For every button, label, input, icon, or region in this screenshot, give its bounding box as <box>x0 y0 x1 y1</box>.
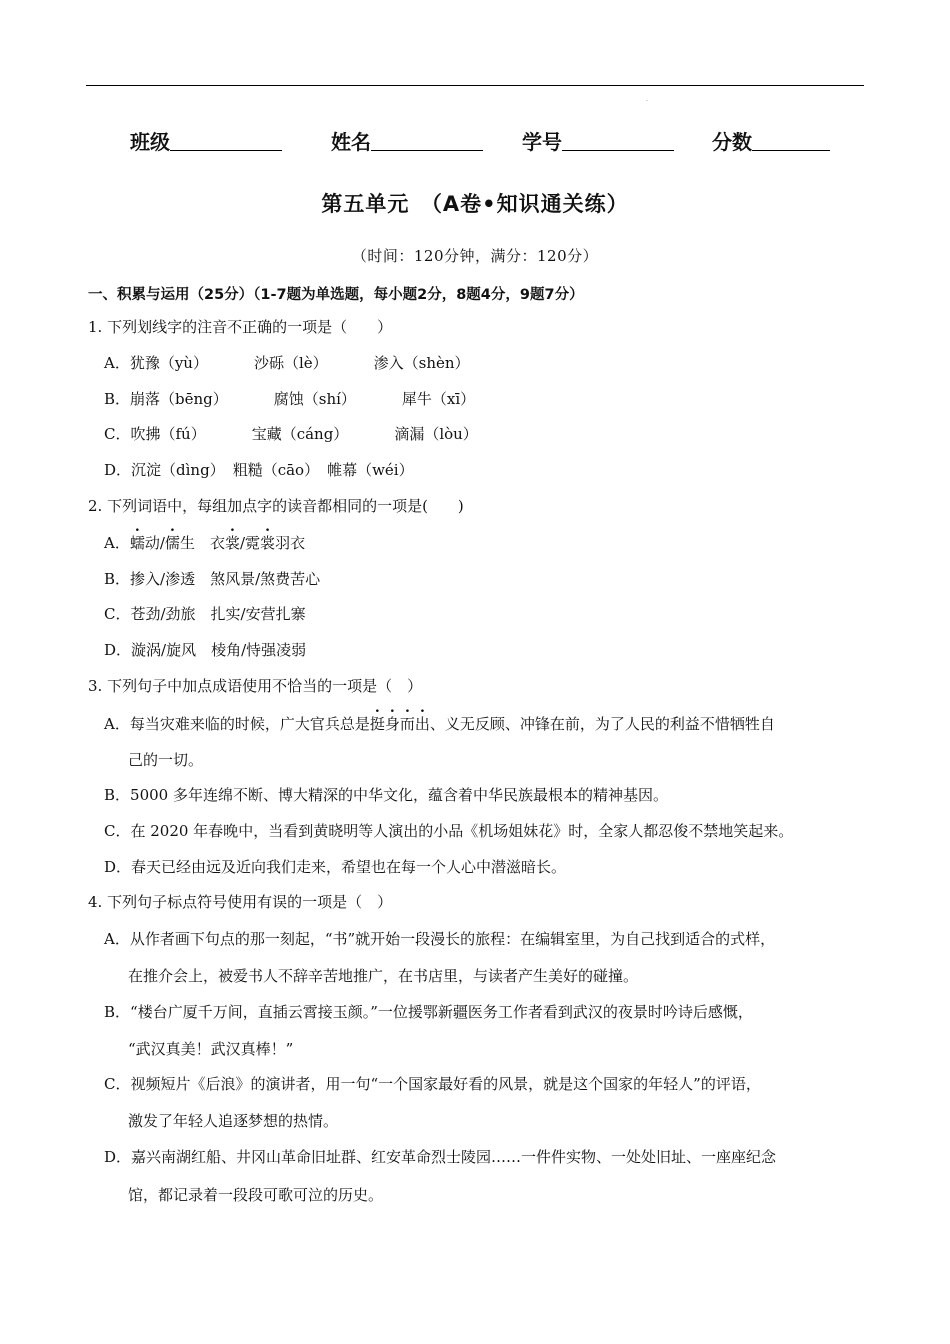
question-3-stem: 3. 下列句子中加点成语使用不恰当的一项是（ ） <box>88 677 423 695</box>
question-2-stem: 2. 下列词语中，每组加点字的读音都相同的一项是( ) <box>88 497 464 515</box>
exam-time-score: （时间：120分钟，满分：120分） <box>351 247 599 265</box>
student-id-blank[interactable] <box>562 130 674 151</box>
question-4-option-a[interactable]: A．从作者画下句点的那一刻起，“书”就开始一段漫长的旅程：在编辑室里，为自己找到适合的式样， <box>104 930 776 948</box>
question-1-option-c[interactable]: C．吹拂（fú） 宝藏（cáng） 滴漏（lòu） <box>104 425 478 443</box>
name-field: 姓名 <box>331 126 483 155</box>
question-3-option-a-cont: 己的一切。 <box>128 751 204 769</box>
question-2-option-a[interactable]: A．蠕动/儒生 衣裳/霓裳羽衣 <box>104 534 306 552</box>
emphasis-char: 而 <box>399 715 415 733</box>
emphasis-char: 出 <box>414 715 430 733</box>
question-2-option-b[interactable]: B．掺入/渗透 煞风景/煞费苦心 <box>104 570 321 588</box>
class-field: 班级 <box>130 126 282 155</box>
page-title: 第五单元 （A卷•知识通关练） <box>321 192 629 216</box>
question-1-stem: 1. 下列划线字的注音不正确的一项是（ ） <box>88 318 393 336</box>
name-blank[interactable] <box>371 130 483 151</box>
header-rule <box>86 85 864 86</box>
score-blank[interactable] <box>752 130 830 151</box>
question-4-option-c-cont: 激发了年轻人追逐梦想的热情。 <box>128 1112 339 1130</box>
question-1-option-d[interactable]: D．沉淀（dìng） 粗糙（cāo） 帷幕（wéi） <box>104 461 414 479</box>
question-3-option-c[interactable]: C．在 2020 年春晚中，当看到黄晓明等人演出的小品《机场姐妹花》时，全家人都忍俊不禁地笑起来。 <box>104 822 794 840</box>
corner-mark: . <box>646 96 648 103</box>
question-4-stem: 4. 下列句子标点符号使用有误的一项是（ ） <box>88 893 393 911</box>
emphasis-char: 挺 <box>369 715 385 733</box>
question-4-option-a-cont: 在推介会上，被爱书人不辞辛苦地推广，在书店里，与读者产生美好的碰撞。 <box>128 967 639 985</box>
emphasis-char: 裳 <box>224 534 240 552</box>
question-4-option-b-cont: “武汉真美！武汉真棒！” <box>128 1040 294 1058</box>
student-id-field: 学号 <box>522 126 674 155</box>
question-4-option-d-cont: 馆，都记录着一段段可歌可泣的历史。 <box>128 1186 384 1204</box>
section-heading: 一、积累与运用（25分）（1-7题为单选题，每小题2分，8题4分，9题7分） <box>88 287 584 303</box>
question-3-option-b[interactable]: B．5000 多年连绵不断、博大精深的中华文化，蕴含着中华民族最根本的精神基因。 <box>104 786 668 804</box>
emphasis-char: 裳 <box>260 534 276 552</box>
emphasis-char: 蠕 <box>129 534 145 552</box>
question-1-option-b[interactable]: B．崩落（bēng） 腐蚀（shí） 犀牛（xī） <box>104 390 476 408</box>
score-field: 分数 <box>712 126 830 155</box>
question-3-option-d[interactable]: D．春天已经由远及近向我们走来，希望也在每一个人心中潜滋暗长。 <box>104 858 567 876</box>
emphasis-char: 身 <box>384 715 400 733</box>
question-4-option-d[interactable]: D．嘉兴南湖红船、井冈山革命旧址群、红安革命烈士陵园……一件件实物、一处处旧址、一座座纪念 <box>104 1148 777 1166</box>
question-4-option-b[interactable]: B．“楼台广厦千万间，直插云霄接玉颜。”一位援鄂新疆医务工作者看到武汉的夜景时吟诗后感慨， <box>104 1003 753 1021</box>
question-2-option-d[interactable]: D．漩涡/旋风 棱角/恃强凌弱 <box>104 641 307 659</box>
question-1-option-a[interactable]: A．犹豫（yù） 沙砾（lè） 渗入（shèn） <box>104 354 470 372</box>
question-4-option-c[interactable]: C．视频短片《后浪》的演讲者，用一句“一个国家最好看的风景，就是这个国家的年轻人”的评语， <box>104 1075 761 1093</box>
question-2-option-c[interactable]: C．苍劲/劲旅 扎实/安营扎寨 <box>104 605 306 623</box>
class-blank[interactable] <box>170 130 282 151</box>
emphasis-char: 儒 <box>164 534 180 552</box>
question-3-option-a[interactable]: A．每当灾难来临的时候，广大官兵总是挺身而出、义无反顾、冲锋在前，为了人民的利益不惜牺牲自 <box>104 715 775 733</box>
